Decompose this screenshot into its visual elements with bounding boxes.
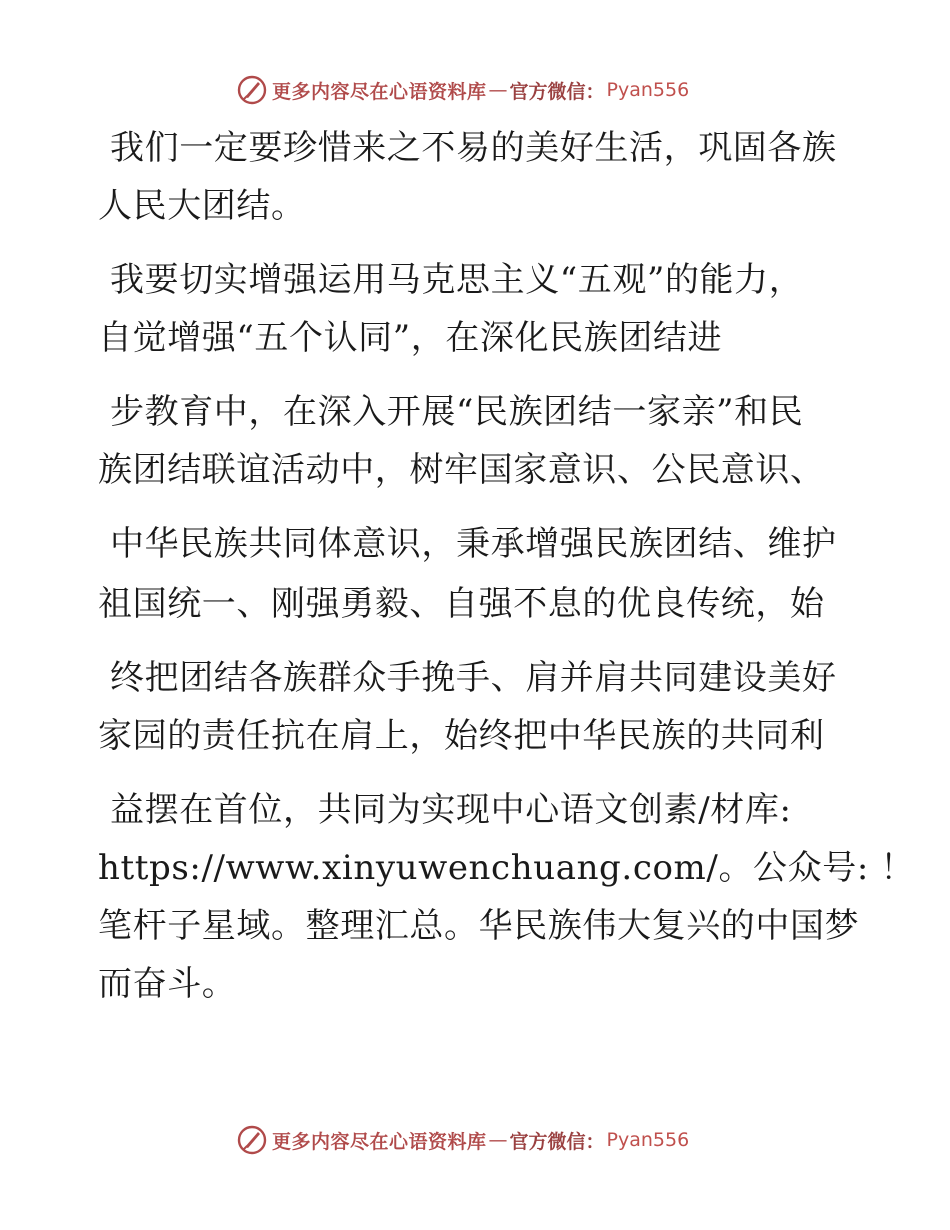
body-line-14: 而奋斗。 bbox=[98, 964, 237, 1004]
quill-circle-icon bbox=[236, 74, 268, 106]
watermark-dash: — bbox=[488, 1129, 508, 1151]
header-watermark bbox=[236, 72, 689, 108]
body-line-4: 自觉增强“五个认同”，在深化民族团结进 bbox=[98, 318, 723, 358]
body-line-9: 终把团结各族群众手挽手、肩并肩共同建设美好 bbox=[110, 658, 837, 698]
watermark-wechat-label: 官方微信： bbox=[509, 80, 605, 103]
body-line-2: 人民大团结。 bbox=[98, 186, 306, 226]
body-line-3: 我要切实增强运用马克思主义“五观”的能力， bbox=[110, 260, 804, 300]
watermark-wechat-label: 官方微信： bbox=[509, 1130, 605, 1153]
body-line-11: 益摆在首位，共同为实现中心语文创素/材库: bbox=[110, 790, 792, 830]
quill-circle-icon bbox=[236, 1124, 268, 1156]
watermark-site-text: 更多内容尽在心语资料库 bbox=[272, 80, 487, 103]
body-line-7: 中华民族共同体意识，秉承增强民族团结、维护 bbox=[110, 524, 837, 564]
body-line-1: 我们一定要珍惜来之不易的美好生活，巩固各族 bbox=[110, 128, 837, 168]
body-line-12-url: https://www.xinyuwenchuang.com/。公众号: ！ bbox=[98, 848, 915, 888]
watermark-dash: — bbox=[488, 79, 508, 101]
body-line-6: 族团结联谊活动中，树牢国家意识、公民意识、 bbox=[98, 450, 825, 490]
watermark-wechat-id: Pyan556 bbox=[606, 1129, 690, 1151]
body-line-13: 笔杆子星域。整理汇总。华民族伟大复兴的中国梦 bbox=[98, 906, 860, 946]
body-line-8: 祖国统一、刚强勇毅、自强不息的优良传统，始 bbox=[98, 584, 825, 624]
body-line-10: 家园的责任抗在肩上，始终把中华民族的共同利 bbox=[98, 716, 825, 756]
body-line-5: 步教育中，在深入开展“民族团结一家亲”和民 bbox=[110, 392, 804, 432]
watermark-site-text: 更多内容尽在心语资料库 bbox=[272, 1130, 487, 1153]
watermark-wechat-id: Pyan556 bbox=[606, 79, 690, 101]
footer-watermark bbox=[236, 1122, 689, 1158]
